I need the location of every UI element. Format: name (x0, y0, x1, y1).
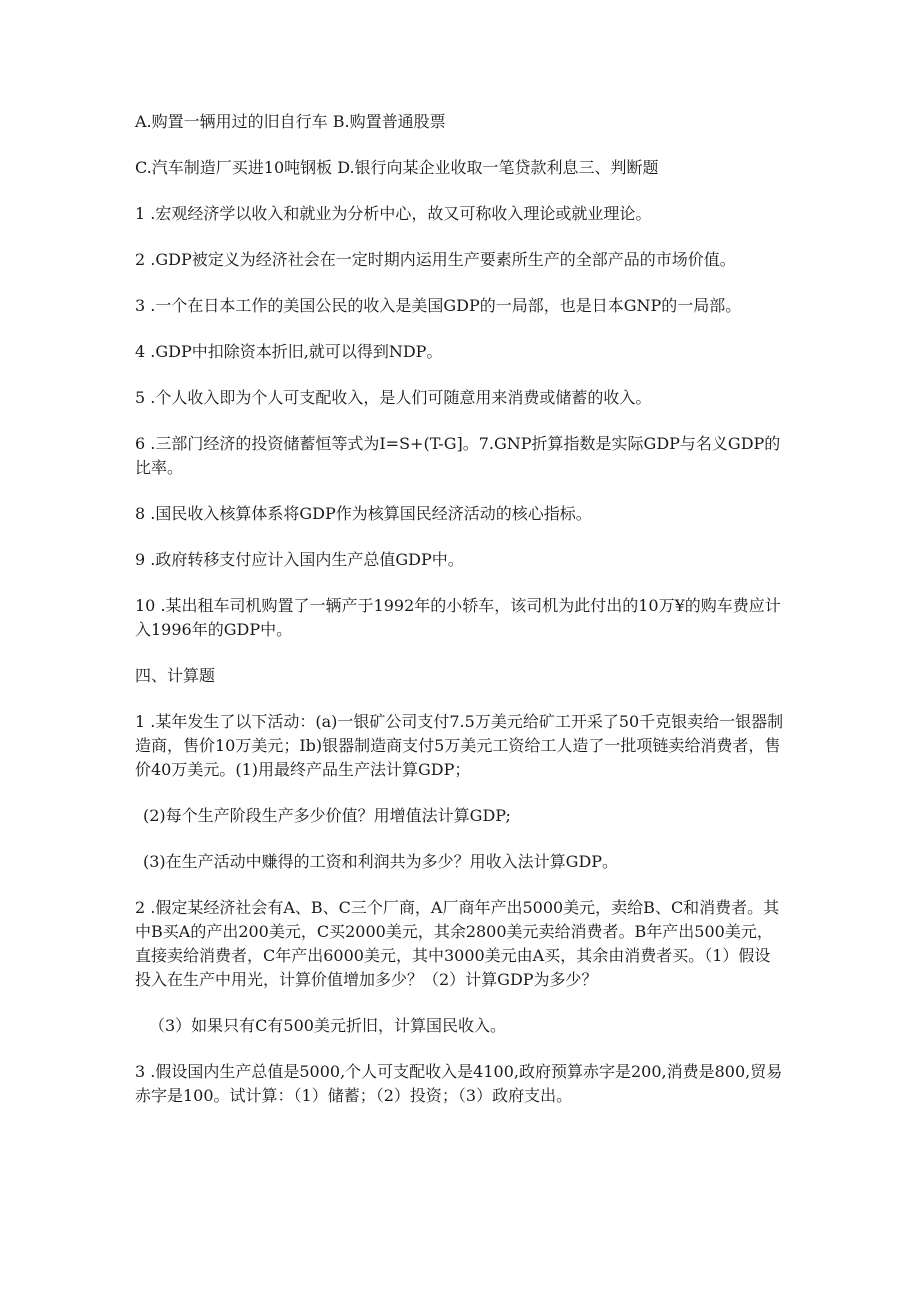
calc-question-2: 2 .假定某经济社会有A、B、C三个厂商，A厂商年产出5000美元，卖给B、C和消费者。其中B买A的产出200美元，C买2000美元，其余2800美元卖给消费者。B年产出500美元，直接卖给消费者，C年产出6000美元，其中3000美元由A买，其余由消费者买。（1）假设投入在生产中用光，计算价值增加多少？（2）计算GDP为多少？ (135, 898, 780, 989)
judgement-item-6-7: 6 .三部门经济的投资储蓄恒等式为I=S+(T-G]。7.GNP折算指数是实际GDP与名义GDP的比率。 (135, 434, 781, 477)
calc-question-2-part-3: （3）如果只有C有500美元折旧，计算国民收入。 (149, 1016, 506, 1035)
calc-question-3: 3 .假设国内生产总值是5000,个人可支配收入是4100,政府预算赤字是200,消费是800,贸易赤字是100。试计算：（1）储蓄；（2）投资；（3）政府支出。 (135, 1062, 783, 1105)
judgement-item-10: 10 .某出租车司机购置了一辆产于1992年的小轿车，该司机为此付出的10万¥的购车费应计入1996年的GDP中。 (135, 596, 781, 639)
calc-question-1-part-2: (2)每个生产阶段生产多少价值？用增值法计算GDP; (143, 806, 511, 825)
document-page (135, 110, 785, 1130)
judgement-item-1: 1 .宏观经济学以收入和就业为分析中心，故又可称收入理论或就业理论。 (135, 204, 652, 223)
option-line-cd: C.汽车制造厂买进10吨钢板 D.银行向某企业收取一笔贷款利息三、判断题 (135, 158, 659, 177)
judgement-item-2: 2 .GDP被定义为经济社会在一定时期内运用生产要素所生产的全部产品的市场价值。 (135, 250, 736, 269)
judgement-item-3: 3 .一个在日本工作的美国公民的收入是美国GDP的一局部，也是日本GNP的一局部。 (135, 296, 742, 315)
calc-question-1-part-3: (3)在生产活动中赚得的工资和利润共为多少？用收入法计算GDP。 (143, 852, 619, 871)
judgement-item-5: 5 .个人收入即为个人可支配收入，是人们可随意用来消费或储蓄的收入。 (135, 388, 652, 407)
judgement-item-9: 9 .政府转移支付应计入国内生产总值GDP中。 (135, 550, 464, 569)
calc-question-1: 1 .某年发生了以下活动：(a)一银矿公司支付7.5万美元给矿工开采了50千克银卖给一银器制造商，售价10万美元；Ib)银器制造商支付5万美元工资给工人造了一批项链卖给消费者，售价40万美元。(1)用最终产品生产法计算GDP； (135, 712, 784, 779)
option-line-ab: A.购置一辆用过的旧自行车 B.购置普通股票 (135, 112, 446, 131)
judgement-item-4: 4 .GDP中扣除资本折旧,就可以得到NDP。 (135, 342, 443, 361)
judgement-item-8: 8 .国民收入核算体系将GDP作为核算国民经济活动的核心指标。 (135, 504, 592, 523)
section-heading-calculation: 四、计算题 (135, 666, 216, 685)
